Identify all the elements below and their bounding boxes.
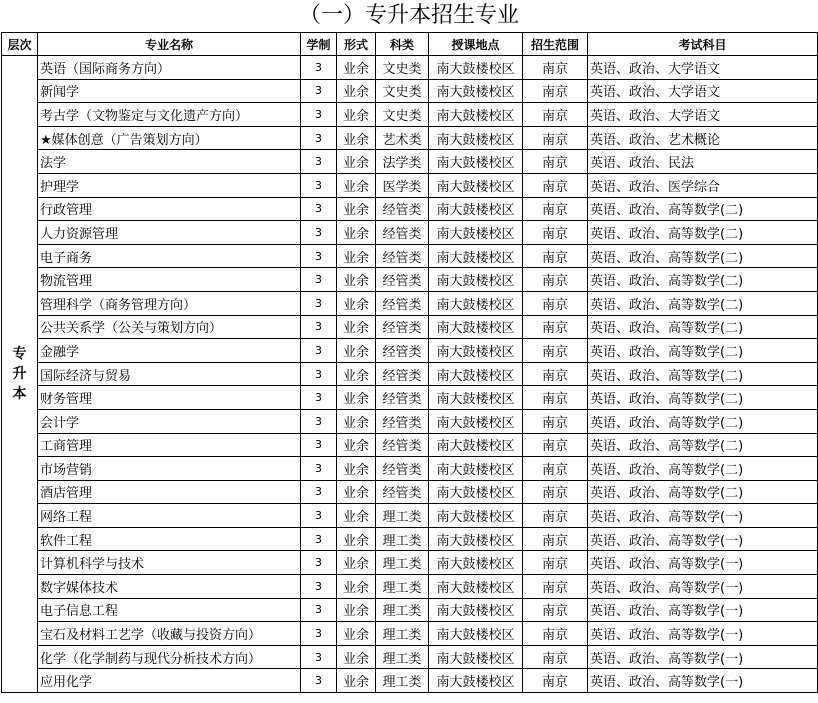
category-cell: 理工类 — [376, 575, 429, 599]
category-cell: 文史类 — [376, 79, 429, 103]
duration-cell: 3 — [301, 551, 337, 575]
duration-cell: 3 — [301, 315, 337, 339]
location-cell: 南大鼓楼校区 — [429, 362, 523, 386]
subjects-cell: 英语、政治、高等数学(二) — [588, 315, 818, 339]
form-cell: 业余 — [337, 173, 376, 197]
scope-cell: 南京 — [523, 598, 588, 622]
category-cell: 经管类 — [376, 362, 429, 386]
location-cell: 南大鼓楼校区 — [429, 433, 523, 457]
scope-cell: 南京 — [523, 480, 588, 504]
form-cell: 业余 — [337, 480, 376, 504]
duration-cell: 3 — [301, 291, 337, 315]
duration-cell: 3 — [301, 221, 337, 245]
subjects-cell: 英语、政治、大学语文 — [588, 103, 818, 127]
form-cell: 业余 — [337, 551, 376, 575]
duration-cell: 3 — [301, 268, 337, 292]
duration-cell: 3 — [301, 150, 337, 174]
form-cell: 业余 — [337, 433, 376, 457]
scope-cell: 南京 — [523, 386, 588, 410]
subjects-cell: 英语、政治、医学综合 — [588, 173, 818, 197]
table-row — [2, 669, 818, 693]
scope-cell: 南京 — [523, 221, 588, 245]
subjects-cell: 英语、政治、高等数学(二) — [588, 268, 818, 292]
scope-cell: 南京 — [523, 409, 588, 433]
location-cell: 南大鼓楼校区 — [429, 669, 523, 693]
table-row — [2, 103, 818, 127]
form-cell: 业余 — [337, 622, 376, 646]
header-duration: 学制 — [301, 33, 337, 56]
category-cell: 经管类 — [376, 409, 429, 433]
table-row — [2, 291, 818, 315]
table-row — [2, 244, 818, 268]
duration-cell: 3 — [301, 79, 337, 103]
category-cell: 文史类 — [376, 103, 429, 127]
major-name-cell: 计算机科学与技术 — [38, 551, 301, 575]
header-category: 科类 — [376, 33, 429, 56]
major-name-cell: 电子信息工程 — [38, 598, 301, 622]
subjects-cell: 英语、政治、高等数学(一) — [588, 669, 818, 693]
scope-cell: 南京 — [523, 173, 588, 197]
duration-cell: 3 — [301, 575, 337, 599]
location-cell: 南大鼓楼校区 — [429, 315, 523, 339]
category-cell: 经管类 — [376, 339, 429, 363]
duration-cell: 3 — [301, 103, 337, 127]
scope-cell: 南京 — [523, 103, 588, 127]
scope-cell: 南京 — [523, 291, 588, 315]
table-row — [2, 362, 818, 386]
subjects-cell: 英语、政治、民法 — [588, 150, 818, 174]
major-name-cell: 考古学（文物鉴定与文化遗产方向） — [38, 103, 301, 127]
header-major-name: 专业名称 — [38, 33, 301, 56]
location-cell: 南大鼓楼校区 — [429, 480, 523, 504]
duration-cell: 3 — [301, 173, 337, 197]
subjects-cell: 英语、政治、高等数学(一) — [588, 645, 818, 669]
subjects-cell: 英语、政治、高等数学(一) — [588, 551, 818, 575]
duration-cell: 3 — [301, 504, 337, 528]
scope-cell: 南京 — [523, 56, 588, 80]
form-cell: 业余 — [337, 527, 376, 551]
table-row — [2, 409, 818, 433]
scope-cell: 南京 — [523, 362, 588, 386]
duration-cell: 3 — [301, 598, 337, 622]
page-title: （一）专升本招生专业 — [298, 3, 519, 28]
location-cell: 南大鼓楼校区 — [429, 551, 523, 575]
table-row — [2, 598, 818, 622]
form-cell: 业余 — [337, 244, 376, 268]
location-cell: 南大鼓楼校区 — [429, 386, 523, 410]
major-name-cell: 数字媒体技术 — [38, 575, 301, 599]
form-cell: 业余 — [337, 315, 376, 339]
table-row — [2, 173, 818, 197]
major-name-cell: 工商管理 — [38, 433, 301, 457]
location-cell: 南大鼓楼校区 — [429, 409, 523, 433]
location-cell: 南大鼓楼校区 — [429, 504, 523, 528]
duration-cell: 3 — [301, 645, 337, 669]
major-name-cell: 化学（化学制药与现代分析技术方向） — [38, 645, 301, 669]
form-cell: 业余 — [337, 197, 376, 221]
major-name-cell: 宝石及材料工艺学（收藏与投资方向） — [38, 622, 301, 646]
scope-cell: 南京 — [523, 79, 588, 103]
form-cell: 业余 — [337, 504, 376, 528]
subjects-cell: 英语、政治、高等数学(一) — [588, 527, 818, 551]
duration-cell: 3 — [301, 622, 337, 646]
location-cell: 南大鼓楼校区 — [429, 598, 523, 622]
subjects-cell: 英语、政治、高等数学(二) — [588, 197, 818, 221]
duration-cell: 3 — [301, 197, 337, 221]
category-cell: 经管类 — [376, 433, 429, 457]
duration-cell: 3 — [301, 386, 337, 410]
major-name-cell: 物流管理 — [38, 268, 301, 292]
category-cell: 经管类 — [376, 386, 429, 410]
scope-cell: 南京 — [523, 504, 588, 528]
major-name-cell: 软件工程 — [38, 527, 301, 551]
duration-cell: 3 — [301, 409, 337, 433]
major-name-cell: 财务管理 — [38, 386, 301, 410]
category-cell: 经管类 — [376, 291, 429, 315]
table-row — [2, 268, 818, 292]
location-cell: 南大鼓楼校区 — [429, 197, 523, 221]
header-form: 形式 — [337, 33, 376, 56]
duration-cell: 3 — [301, 56, 337, 80]
header-subjects: 考试科目 — [588, 33, 818, 56]
category-cell: 理工类 — [376, 622, 429, 646]
table-row — [2, 197, 818, 221]
major-name-cell: 市场营销 — [38, 457, 301, 481]
header-location: 授课地点 — [429, 33, 523, 56]
major-name-cell: 人力资源管理 — [38, 221, 301, 245]
scope-cell: 南京 — [523, 433, 588, 457]
table-row — [2, 645, 818, 669]
duration-cell: 3 — [301, 669, 337, 693]
scope-cell: 南京 — [523, 669, 588, 693]
subjects-cell: 英语、政治、大学语文 — [588, 79, 818, 103]
category-cell: 经管类 — [376, 268, 429, 292]
subjects-cell: 英语、政治、高等数学(二) — [588, 221, 818, 245]
subjects-cell: 英语、政治、高等数学(二) — [588, 480, 818, 504]
category-cell: 理工类 — [376, 551, 429, 575]
location-cell: 南大鼓楼校区 — [429, 150, 523, 174]
subjects-cell: 英语、政治、大学语文 — [588, 56, 818, 80]
header-scope: 招生范围 — [523, 33, 588, 56]
form-cell: 业余 — [337, 386, 376, 410]
major-name-cell: 网络工程 — [38, 504, 301, 528]
subjects-cell: 英语、政治、高等数学(二) — [588, 362, 818, 386]
location-cell: 南大鼓楼校区 — [429, 56, 523, 80]
category-cell: 经管类 — [376, 315, 429, 339]
category-cell: 经管类 — [376, 480, 429, 504]
duration-cell: 3 — [301, 480, 337, 504]
major-name-cell: 金融学 — [38, 339, 301, 363]
scope-cell: 南京 — [523, 150, 588, 174]
subjects-cell: 英语、政治、高等数学(二) — [588, 457, 818, 481]
scope-cell: 南京 — [523, 622, 588, 646]
table-row — [2, 150, 818, 174]
location-cell: 南大鼓楼校区 — [429, 103, 523, 127]
table-row — [2, 221, 818, 245]
subjects-cell: 英语、政治、艺术概论 — [588, 126, 818, 150]
subjects-cell: 英语、政治、高等数学(二) — [588, 244, 818, 268]
form-cell: 业余 — [337, 221, 376, 245]
table-row — [2, 56, 818, 80]
subjects-cell: 英语、政治、高等数学(二) — [588, 433, 818, 457]
category-cell: 理工类 — [376, 645, 429, 669]
duration-cell: 3 — [301, 457, 337, 481]
form-cell: 业余 — [337, 79, 376, 103]
table-row — [2, 79, 818, 103]
subjects-cell: 英语、政治、高等数学(一) — [588, 598, 818, 622]
location-cell: 南大鼓楼校区 — [429, 173, 523, 197]
duration-cell: 3 — [301, 339, 337, 363]
subjects-cell: 英语、政治、高等数学(二) — [588, 291, 818, 315]
major-name-cell: 英语（国际商务方向） — [38, 56, 301, 80]
major-name-cell: 护理学 — [38, 173, 301, 197]
location-cell: 南大鼓楼校区 — [429, 339, 523, 363]
category-cell: 医学类 — [376, 173, 429, 197]
category-cell: 经管类 — [376, 197, 429, 221]
major-name-cell: ★媒体创意（广告策划方向） — [38, 126, 301, 150]
category-cell: 经管类 — [376, 221, 429, 245]
form-cell: 业余 — [337, 457, 376, 481]
subjects-cell: 英语、政治、高等数学(二) — [588, 339, 818, 363]
category-cell: 经管类 — [376, 457, 429, 481]
form-cell: 业余 — [337, 103, 376, 127]
major-name-cell: 国际经济与贸易 — [38, 362, 301, 386]
location-cell: 南大鼓楼校区 — [429, 221, 523, 245]
location-cell: 南大鼓楼校区 — [429, 527, 523, 551]
duration-cell: 3 — [301, 433, 337, 457]
form-cell: 业余 — [337, 339, 376, 363]
scope-cell: 南京 — [523, 527, 588, 551]
scope-cell: 南京 — [523, 268, 588, 292]
major-name-cell: 应用化学 — [38, 669, 301, 693]
duration-cell: 3 — [301, 527, 337, 551]
location-cell: 南大鼓楼校区 — [429, 645, 523, 669]
location-cell: 南大鼓楼校区 — [429, 79, 523, 103]
duration-cell: 3 — [301, 362, 337, 386]
location-cell: 南大鼓楼校区 — [429, 126, 523, 150]
major-name-cell: 酒店管理 — [38, 480, 301, 504]
form-cell: 业余 — [337, 575, 376, 599]
table-row — [2, 575, 818, 599]
form-cell: 业余 — [337, 645, 376, 669]
subjects-cell: 英语、政治、高等数学(一) — [588, 504, 818, 528]
category-cell: 理工类 — [376, 598, 429, 622]
table-row — [2, 457, 818, 481]
table-row — [2, 433, 818, 457]
form-cell: 业余 — [337, 56, 376, 80]
table-row — [2, 504, 818, 528]
table-row — [2, 551, 818, 575]
subjects-cell: 英语、政治、高等数学(二) — [588, 409, 818, 433]
table-row — [2, 315, 818, 339]
category-cell: 文史类 — [376, 56, 429, 80]
location-cell: 南大鼓楼校区 — [429, 244, 523, 268]
major-name-cell: 公共关系学（公关与策划方向） — [38, 315, 301, 339]
location-cell: 南大鼓楼校区 — [429, 575, 523, 599]
category-cell: 法学类 — [376, 150, 429, 174]
form-cell: 业余 — [337, 669, 376, 693]
major-name-cell: 会计学 — [38, 409, 301, 433]
table-row — [2, 527, 818, 551]
category-cell: 理工类 — [376, 527, 429, 551]
subjects-cell: 英语、政治、高等数学(一) — [588, 622, 818, 646]
location-cell: 南大鼓楼校区 — [429, 622, 523, 646]
table-row — [2, 386, 818, 410]
category-cell: 理工类 — [376, 504, 429, 528]
scope-cell: 南京 — [523, 551, 588, 575]
form-cell: 业余 — [337, 409, 376, 433]
major-name-cell: 电子商务 — [38, 244, 301, 268]
subjects-cell: 英语、政治、高等数学(二) — [588, 386, 818, 410]
major-name-cell: 法学 — [38, 150, 301, 174]
table-row — [2, 339, 818, 363]
scope-cell: 南京 — [523, 575, 588, 599]
location-cell: 南大鼓楼校区 — [429, 291, 523, 315]
majors-table — [1, 32, 818, 693]
form-cell: 业余 — [337, 598, 376, 622]
duration-cell: 3 — [301, 244, 337, 268]
duration-cell: 3 — [301, 126, 337, 150]
subjects-cell: 英语、政治、高等数学(一) — [588, 575, 818, 599]
table-header-row — [2, 33, 818, 56]
form-cell: 业余 — [337, 291, 376, 315]
level-cell: 专 升 本 — [2, 56, 38, 693]
scope-cell: 南京 — [523, 244, 588, 268]
major-name-cell: 行政管理 — [38, 197, 301, 221]
location-cell: 南大鼓楼校区 — [429, 268, 523, 292]
form-cell: 业余 — [337, 126, 376, 150]
table-row — [2, 126, 818, 150]
scope-cell: 南京 — [523, 197, 588, 221]
location-cell: 南大鼓楼校区 — [429, 457, 523, 481]
scope-cell: 南京 — [523, 457, 588, 481]
form-cell: 业余 — [337, 362, 376, 386]
header-level: 层次 — [2, 33, 38, 56]
scope-cell: 南京 — [523, 339, 588, 363]
table-body — [2, 56, 818, 693]
form-cell: 业余 — [337, 268, 376, 292]
scope-cell: 南京 — [523, 645, 588, 669]
category-cell: 艺术类 — [376, 126, 429, 150]
major-name-cell: 新闻学 — [38, 79, 301, 103]
category-cell: 经管类 — [376, 244, 429, 268]
table-row — [2, 480, 818, 504]
form-cell: 业余 — [337, 150, 376, 174]
category-cell: 理工类 — [376, 669, 429, 693]
scope-cell: 南京 — [523, 126, 588, 150]
table-row — [2, 622, 818, 646]
major-name-cell: 管理科学（商务管理方向） — [38, 291, 301, 315]
scope-cell: 南京 — [523, 315, 588, 339]
